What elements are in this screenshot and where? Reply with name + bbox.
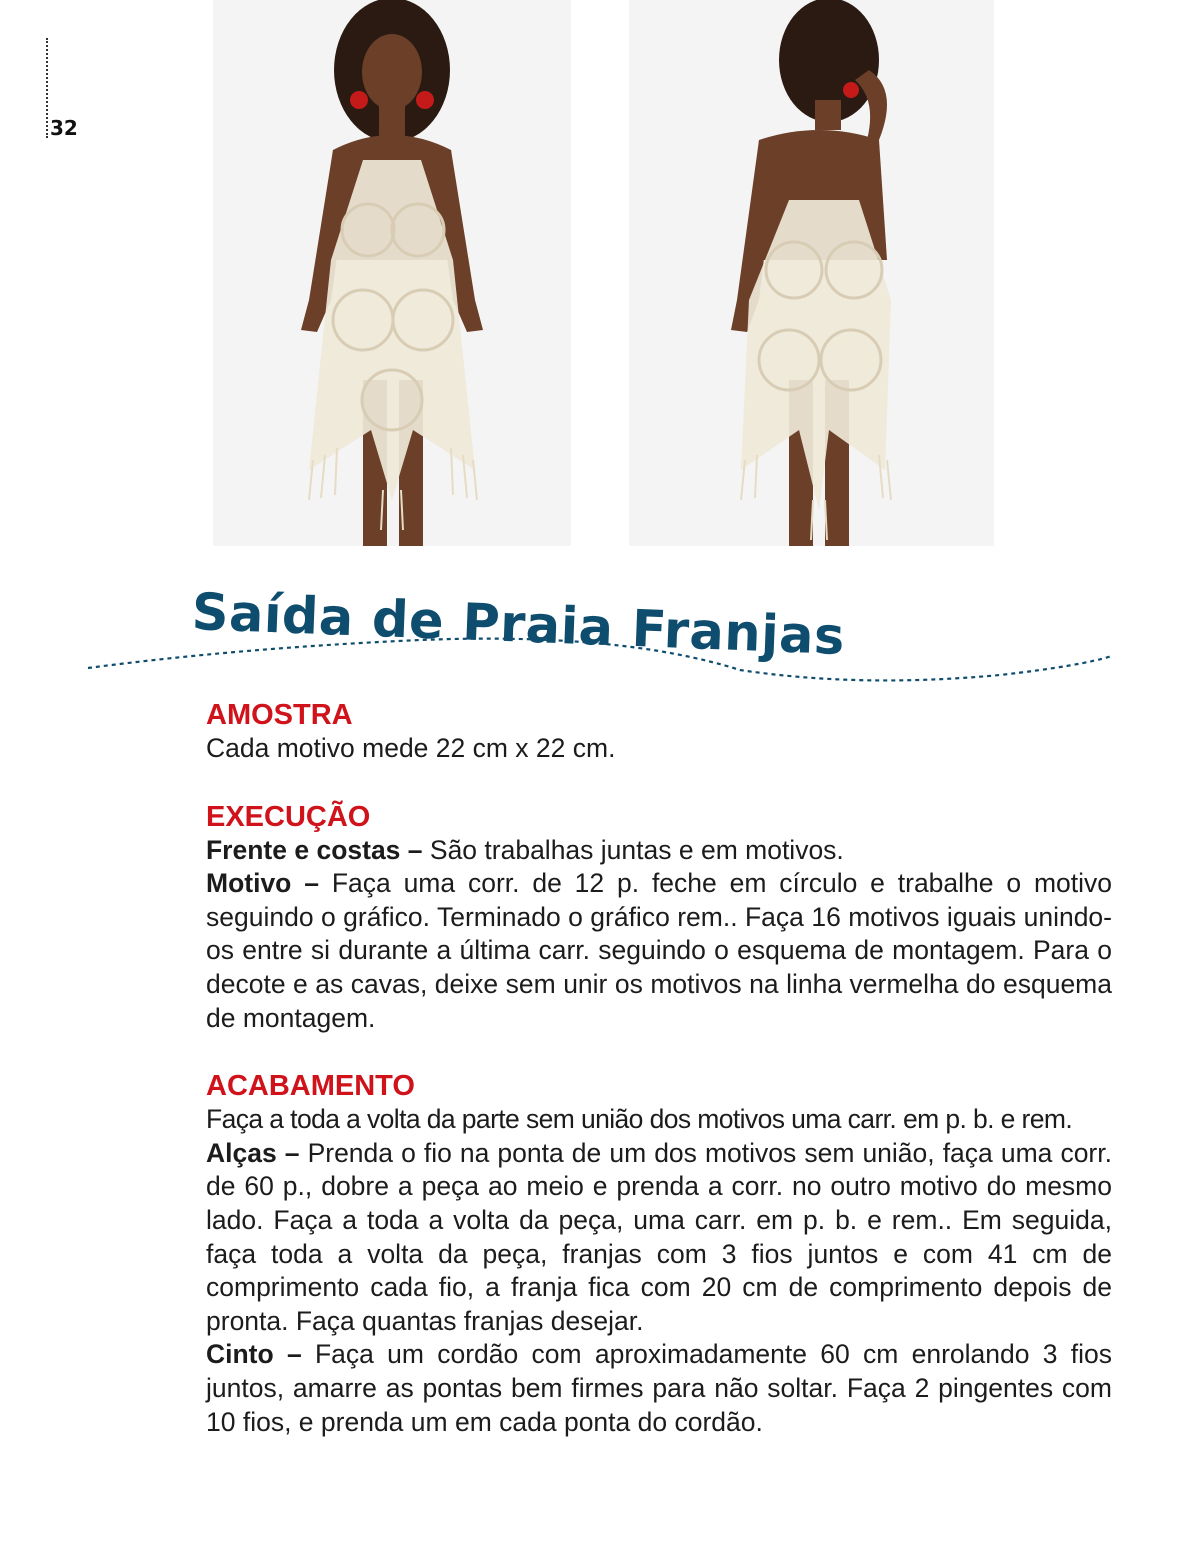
paragraph-lead: Cinto – [206,1339,315,1370]
paragraph-lead: Alças – [206,1137,308,1168]
page-number: 32 [50,116,78,140]
model-back-illustration [629,0,994,546]
amostra-text: Cada motivo mede 22 cm x 22 cm. [206,733,616,763]
page-title: Saída de Praia Franjas [190,583,846,668]
paragraph-lead: Motivo – [206,868,332,899]
acabamento-paragraph-3 [206,1338,1112,1439]
paragraph-lead: Frente e costas – [206,834,430,865]
section-heading-amostra: AMOSTRA [206,699,353,731]
photo-front-view [213,0,571,546]
model-front-illustration [213,0,571,546]
execucao-paragraph-2 [206,867,1112,1035]
execucao-paragraph-1 [206,834,1112,868]
section-heading-execucao: EXECUÇÃO [206,800,371,833]
section-heading-acabamento: ACABAMENTO [206,1070,415,1103]
photo-back-view [629,0,994,546]
page-margin-marker [46,38,48,138]
paragraph-body: Prenda o fio na ponta de um dos motivos sem união, faça uma corr. de 60 p., dobre a peça ao meio e prenda a corr. no outro motivo do mesmo lado. Faça a toda a volta da peça, uma carr. em p. b. e rem.. Em seguida, faça toda a volta da peça, franjas com 3 fios juntos e com 41 cm de comprimento cada fio, a franja fica com 20 cm de comprimento depois de pronta. Faça quantas franjas desejar. [206,1137,1112,1336]
paragraph-body: São trabalhas juntas e em motivos. [429,834,844,865]
paragraph-body: Faça uma corr. de 12 p. feche em círculo e trabalhe o motivo seguindo o gráfico. Terminado o gráfico rem.. Faça 16 motivos iguais unindo-os entre si durante a última carr. seguindo o esquema de montagem. Para o decote e as cavas, deixe sem unir os motivos na linha vermelha do esquema de montagem. [206,868,1112,1033]
instructions-content [206,698,1112,1439]
paragraph-body: Faça um cordão com aproximadamente 60 cm enrolando 3 fios juntos, amarre as pontas bem firmes para não soltar. Faça 2 pingentes com 10 fios, e prenda um em cada ponta do cordão. [206,1339,1112,1437]
acabamento-paragraph-2 [206,1137,1112,1339]
acabamento-paragraph-1: Faça a toda a volta da parte sem união dos motivos uma carr. em p. b. e rem. [206,1104,1073,1135]
